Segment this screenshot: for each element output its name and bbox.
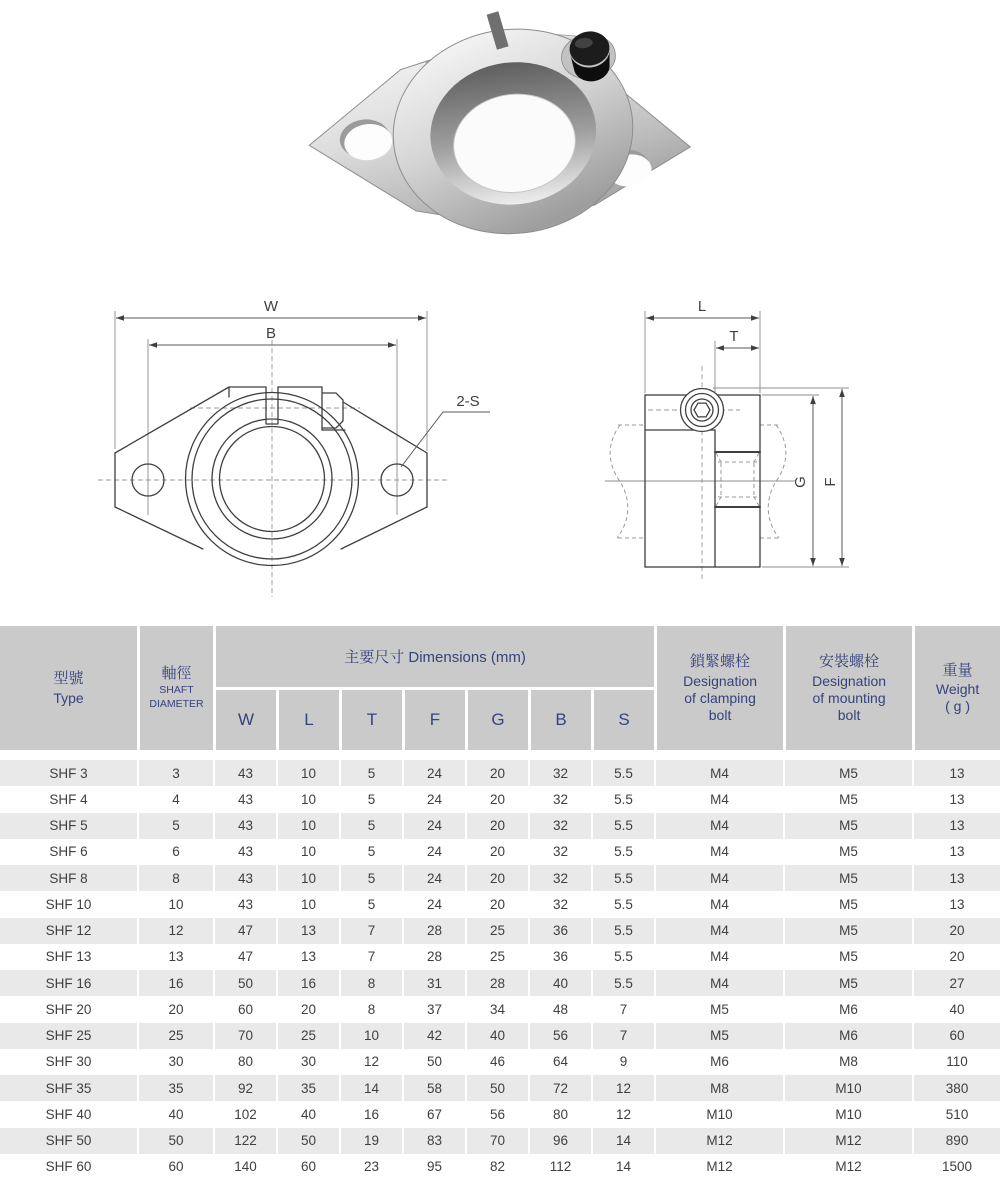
cell-value: 20 (465, 865, 528, 891)
cell-value: 14 (591, 1154, 654, 1180)
cell-value: M5 (783, 813, 912, 839)
cell-value: 13 (912, 786, 1000, 812)
front-dim-W-label: W (263, 298, 279, 315)
cell-value: 10 (276, 865, 339, 891)
cell-value: 34 (465, 996, 528, 1022)
cell-value: 8 (339, 970, 402, 996)
cell-value: 13 (276, 918, 339, 944)
cell-value: M5 (654, 1023, 783, 1049)
cell-value: 40 (276, 1101, 339, 1127)
cell-value: M12 (783, 1154, 912, 1180)
cell-value: 25 (465, 918, 528, 944)
cell-value: 24 (402, 813, 465, 839)
cell-value: 50 (137, 1128, 213, 1154)
cell-value: 5.5 (591, 813, 654, 839)
cell-value: M5 (783, 970, 912, 996)
cell-value: 50 (402, 1049, 465, 1075)
cell-value: M4 (654, 944, 783, 970)
cell-value: 30 (276, 1049, 339, 1075)
cell-value: 35 (137, 1075, 213, 1101)
table-row (0, 996, 1000, 1022)
spec-table (0, 626, 1000, 1180)
side-dim-F-label: F (822, 477, 839, 487)
cell-value: 20 (465, 839, 528, 865)
cell-type: SHF 35 (0, 1075, 137, 1101)
cell-value: M5 (783, 891, 912, 917)
cell-value: 890 (912, 1128, 1000, 1154)
cell-value: 5.5 (591, 865, 654, 891)
cell-value: 25 (465, 944, 528, 970)
cell-value: 10 (276, 891, 339, 917)
product-photo-svg (285, 2, 715, 258)
cell-value: 14 (591, 1128, 654, 1154)
cell-type: SHF 5 (0, 813, 137, 839)
cell-value: 40 (528, 970, 591, 996)
cell-type: SHF 60 (0, 1154, 137, 1180)
cell-value: 64 (528, 1049, 591, 1075)
cell-value: M12 (654, 1128, 783, 1154)
cell-value: 37 (402, 996, 465, 1022)
cell-type: SHF 13 (0, 944, 137, 970)
cell-value: 31 (402, 970, 465, 996)
cell-value: 5 (339, 813, 402, 839)
table-row (0, 918, 1000, 944)
cell-value: 7 (591, 1023, 654, 1049)
cell-value: M8 (654, 1075, 783, 1101)
cell-value: 7 (591, 996, 654, 1022)
cell-value: M4 (654, 891, 783, 917)
cell-type: SHF 8 (0, 865, 137, 891)
cell-value: 70 (465, 1128, 528, 1154)
table-row (0, 1023, 1000, 1049)
cell-value: 16 (276, 970, 339, 996)
col-header-G: G (465, 690, 528, 750)
cell-value: 510 (912, 1101, 1000, 1127)
cell-value: 4 (137, 786, 213, 812)
cell-value: 10 (276, 760, 339, 786)
cell-value: 47 (213, 944, 276, 970)
cell-value: 9 (591, 1049, 654, 1075)
cell-value: 80 (213, 1049, 276, 1075)
cell-value: M12 (654, 1154, 783, 1180)
cell-value: 58 (402, 1075, 465, 1101)
table-row (0, 786, 1000, 812)
cell-value: 24 (402, 865, 465, 891)
cell-value: 80 (528, 1101, 591, 1127)
cell-value: 32 (528, 760, 591, 786)
header-line: 鎖緊螺栓 (690, 653, 751, 671)
front-dim-B-label: B (265, 325, 277, 342)
cell-value: M5 (783, 918, 912, 944)
cell-value: 46 (465, 1049, 528, 1075)
cell-type: SHF 10 (0, 891, 137, 917)
cell-value: 140 (213, 1154, 276, 1180)
cell-value: 25 (276, 1023, 339, 1049)
header-line: 安裝螺栓 (819, 653, 880, 671)
cell-type: SHF 25 (0, 1023, 137, 1049)
cell-type: SHF 6 (0, 839, 137, 865)
cell-value: M10 (654, 1101, 783, 1127)
cell-value: 12 (591, 1101, 654, 1127)
cell-value: 5 (339, 839, 402, 865)
cell-value: 28 (465, 970, 528, 996)
side-dim-L-label: L (697, 298, 707, 315)
cell-value: 40 (912, 996, 1000, 1022)
front-hole-callout (401, 393, 490, 467)
header-line: bolt (837, 706, 861, 723)
product-photo (285, 2, 715, 258)
cell-value: M4 (654, 839, 783, 865)
cell-value: 102 (213, 1101, 276, 1127)
side-view-svg (595, 285, 865, 600)
header-line: DIAMETER (149, 698, 204, 711)
table-row (0, 944, 1000, 970)
cell-type: SHF 16 (0, 970, 137, 996)
cell-value: M5 (783, 839, 912, 865)
side-dim-G-label: G (792, 476, 809, 488)
cell-value: M5 (654, 996, 783, 1022)
cell-value: 56 (465, 1101, 528, 1127)
cell-value: M12 (783, 1128, 912, 1154)
cell-value: 20 (137, 996, 213, 1022)
cell-value: 5.5 (591, 918, 654, 944)
cell-value: 32 (528, 786, 591, 812)
table-row (0, 865, 1000, 891)
header-line: ( g ) (945, 698, 970, 715)
cell-value: M6 (654, 1049, 783, 1075)
cell-value: 12 (339, 1049, 402, 1075)
cell-value: 50 (213, 970, 276, 996)
cell-value: 20 (465, 786, 528, 812)
side-dim-G (792, 396, 816, 566)
cell-value: 42 (402, 1023, 465, 1049)
cell-value: 32 (528, 891, 591, 917)
cell-value: 13 (912, 865, 1000, 891)
col-header-clamping-bolt (654, 626, 783, 750)
cell-type: SHF 40 (0, 1101, 137, 1127)
table-row (0, 1049, 1000, 1075)
header-line: Type (53, 689, 84, 706)
cell-value: 20 (465, 760, 528, 786)
col-header-T: T (339, 690, 402, 750)
cell-value: 7 (339, 918, 402, 944)
cell-value: M4 (654, 865, 783, 891)
cell-value: 95 (402, 1154, 465, 1180)
cell-value: 8 (339, 996, 402, 1022)
cell-value: M6 (783, 996, 912, 1022)
cell-value: 5 (339, 786, 402, 812)
table-row (0, 1101, 1000, 1127)
cell-value: 23 (339, 1154, 402, 1180)
cell-value: 13 (912, 760, 1000, 786)
header-line: 重量 (942, 661, 973, 679)
cell-value: 36 (528, 918, 591, 944)
cell-value: 16 (137, 970, 213, 996)
cell-value: 16 (339, 1101, 402, 1127)
col-header-mounting-bolt (783, 626, 912, 750)
cell-value: 43 (213, 813, 276, 839)
side-dim-T-label: T (729, 328, 739, 345)
col-header-type (0, 626, 137, 750)
cell-value: 82 (465, 1154, 528, 1180)
table-row (0, 1154, 1000, 1180)
col-header-F: F (402, 690, 465, 750)
table-row (0, 1128, 1000, 1154)
cell-value: 28 (402, 944, 465, 970)
col-header-L: L (276, 690, 339, 750)
cell-value: 10 (276, 786, 339, 812)
cell-value: 5 (339, 865, 402, 891)
cell-value: M4 (654, 970, 783, 996)
cell-value: 40 (465, 1023, 528, 1049)
header-line: of mounting (812, 689, 886, 706)
cell-value: 48 (528, 996, 591, 1022)
cell-value: 30 (137, 1049, 213, 1075)
cell-value: M4 (654, 760, 783, 786)
cell-value: M4 (654, 786, 783, 812)
col-header-shaft-diameter (137, 626, 213, 750)
side-dim-T (716, 328, 759, 351)
cell-value: 13 (912, 813, 1000, 839)
cell-value: 5.5 (591, 970, 654, 996)
cell-value: 24 (402, 839, 465, 865)
cell-value: 5 (137, 813, 213, 839)
header-line: 軸徑 (161, 665, 192, 683)
cell-value: 43 (213, 865, 276, 891)
col-header-dimensions: 主要尺寸 Dimensions (mm) (213, 626, 654, 690)
cell-value: 60 (912, 1023, 1000, 1049)
spec-table-body (0, 750, 1000, 1180)
cell-value: 8 (137, 865, 213, 891)
side-dim-L (646, 298, 759, 321)
cell-value: 20 (912, 944, 1000, 970)
front-dim-B (149, 325, 396, 348)
cell-value: 5 (339, 891, 402, 917)
col-header-weight (912, 626, 1000, 750)
cell-value: 20 (912, 918, 1000, 944)
cell-value: 10 (137, 891, 213, 917)
cell-value: 110 (912, 1049, 1000, 1075)
cell-value: 1500 (912, 1154, 1000, 1180)
cell-value: 13 (137, 944, 213, 970)
cell-value: 10 (276, 813, 339, 839)
cell-value: 92 (213, 1075, 276, 1101)
col-header-B: B (528, 690, 591, 750)
cell-value: 36 (528, 944, 591, 970)
cell-value: 27 (912, 970, 1000, 996)
cell-value: 13 (912, 839, 1000, 865)
cell-value: 24 (402, 760, 465, 786)
cell-value: 35 (276, 1075, 339, 1101)
cell-value: 5.5 (591, 839, 654, 865)
cell-value: 20 (465, 891, 528, 917)
side-extension-lines (645, 311, 849, 567)
cell-value: 32 (528, 865, 591, 891)
cell-value: M5 (783, 786, 912, 812)
cell-value: 5 (339, 760, 402, 786)
table-row (0, 891, 1000, 917)
col-header-W: W (213, 690, 276, 750)
cell-value: 380 (912, 1075, 1000, 1101)
cell-value: 43 (213, 839, 276, 865)
header-line: SHAFT (159, 684, 194, 697)
front-hole-callout-label: 2-S (456, 393, 480, 410)
cell-value: 96 (528, 1128, 591, 1154)
cell-value: 40 (137, 1101, 213, 1127)
front-part-outline (115, 387, 427, 566)
table-gap-row (0, 750, 1000, 760)
cell-value: 122 (213, 1128, 276, 1154)
cell-value: M10 (783, 1101, 912, 1127)
table-row (0, 813, 1000, 839)
cell-value: 5.5 (591, 760, 654, 786)
cell-value: 70 (213, 1023, 276, 1049)
cell-value: 7 (339, 944, 402, 970)
cell-type: SHF 3 (0, 760, 137, 786)
front-view-drawing (95, 288, 490, 600)
table-row (0, 839, 1000, 865)
side-socket-bolt (681, 389, 724, 432)
side-dim-F (822, 389, 845, 566)
cell-value: 67 (402, 1101, 465, 1127)
cell-value: 32 (528, 839, 591, 865)
cell-value: M4 (654, 918, 783, 944)
cell-value: 28 (402, 918, 465, 944)
cell-value: 12 (137, 918, 213, 944)
table-row (0, 1075, 1000, 1101)
cell-value: M5 (783, 865, 912, 891)
cell-value: 32 (528, 813, 591, 839)
table-row (0, 760, 1000, 786)
cell-value: 43 (213, 891, 276, 917)
header-line: of clamping (684, 689, 756, 706)
cell-value: M5 (783, 760, 912, 786)
header-line: bolt (708, 706, 732, 723)
cell-type: SHF 30 (0, 1049, 137, 1075)
side-view-drawing (595, 285, 865, 600)
cell-type: SHF 12 (0, 918, 137, 944)
col-header-S: S (591, 690, 654, 750)
cell-value: 6 (137, 839, 213, 865)
cell-value: 112 (528, 1154, 591, 1180)
cell-value: M5 (783, 944, 912, 970)
cell-value: 43 (213, 786, 276, 812)
cell-value: M4 (654, 813, 783, 839)
cell-value: 50 (276, 1128, 339, 1154)
front-dim-W (116, 298, 426, 321)
cell-value: 5.5 (591, 944, 654, 970)
cell-type: SHF 4 (0, 786, 137, 812)
cell-value: 60 (137, 1154, 213, 1180)
cell-value: 10 (339, 1023, 402, 1049)
table-row (0, 970, 1000, 996)
cell-value: 47 (213, 918, 276, 944)
cell-value: 60 (213, 996, 276, 1022)
cell-value: 83 (402, 1128, 465, 1154)
cell-value: M10 (783, 1075, 912, 1101)
header-line: 型號 (53, 670, 84, 688)
cell-value: 72 (528, 1075, 591, 1101)
cell-value: 56 (528, 1023, 591, 1049)
cell-value: 5.5 (591, 786, 654, 812)
cell-value: 20 (276, 996, 339, 1022)
cell-value: 14 (339, 1075, 402, 1101)
cell-value: 10 (276, 839, 339, 865)
bracket-body (296, 2, 698, 258)
cell-value: 60 (276, 1154, 339, 1180)
cell-value: 50 (465, 1075, 528, 1101)
cell-value: 25 (137, 1023, 213, 1049)
cell-type: SHF 20 (0, 996, 137, 1022)
cell-value: 13 (912, 891, 1000, 917)
front-view-svg (95, 288, 490, 600)
header-line: Designation (683, 672, 758, 689)
cell-value: 20 (465, 813, 528, 839)
cell-type: SHF 50 (0, 1128, 137, 1154)
header-line: Designation (812, 672, 887, 689)
header-line: Weight (935, 681, 980, 698)
cell-value: 12 (591, 1075, 654, 1101)
cell-value: 24 (402, 786, 465, 812)
cell-value: 43 (213, 760, 276, 786)
cell-value: 5.5 (591, 891, 654, 917)
cell-value: 13 (276, 944, 339, 970)
cell-value: 19 (339, 1128, 402, 1154)
cell-value: 24 (402, 891, 465, 917)
cell-value: 3 (137, 760, 213, 786)
cell-value: M6 (783, 1023, 912, 1049)
cell-value: M8 (783, 1049, 912, 1075)
